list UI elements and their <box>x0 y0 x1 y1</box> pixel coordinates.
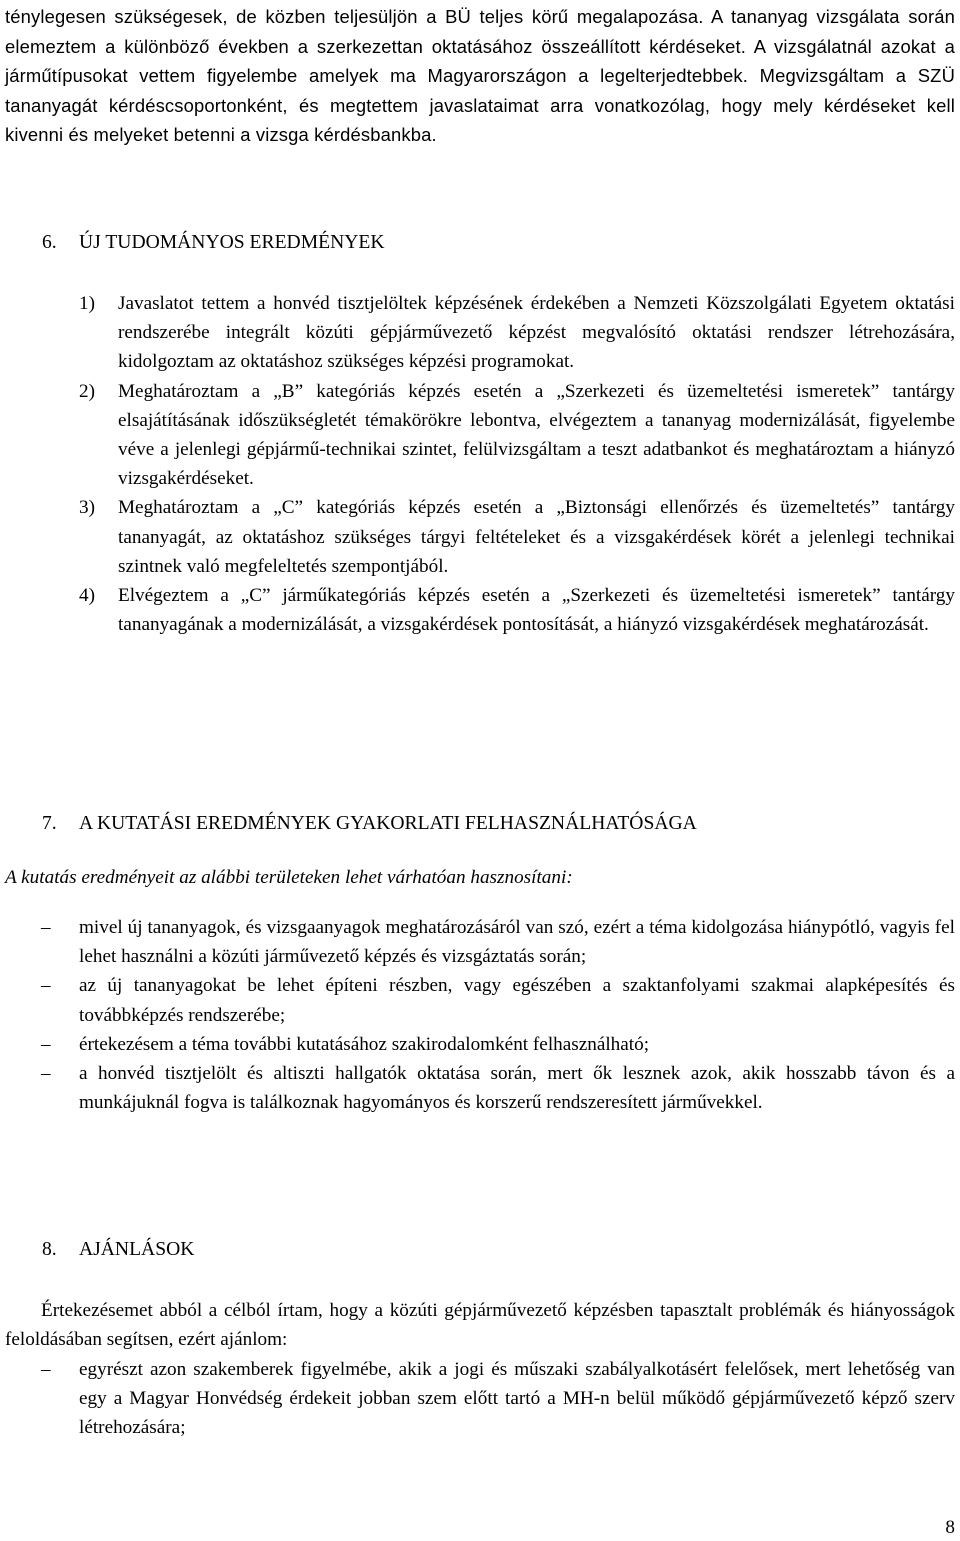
list-item-text: Elvégeztem a „C” járműkategóriás képzés esetén a „Szerkezeti és üzemeltetési ismeretek” tantárgy tananyagának a modernizálását, a vizsgakérdések pontosítását, a hiányzó vizsgakérdések meghatározását. <box>118 585 955 636</box>
section-8-number: 8. <box>42 1239 57 1260</box>
section-6-title: ÚJ TUDOMÁNYOS EREDMÉNYEK <box>79 232 385 253</box>
section-7-lead: A kutatás eredményeit az alábbi területeken lehet várhatóan hasznosítani: <box>5 867 573 888</box>
list-marker: – <box>41 1033 51 1055</box>
list-item <box>79 493 955 581</box>
section-7-title: A KUTATÁSI EREDMÉNYEK GYAKORLATI FELHASZNÁLHATÓSÁGA <box>79 813 697 834</box>
list-item-text: Meghatároztam a „C” kategóriás képzés esetén a „Biztonsági ellenőrzés és üzemeltetés” tantárgy tananyagát, az oktatáshoz szükséges tárgyi feltételeket és a vizsgakérdések körét a jelenlegi technikai szintnek való megfeleltetés szempontjából. <box>118 497 955 577</box>
new-results-list <box>79 289 955 639</box>
list-item-text: Meghatároztam a „B” kategóriás képzés esetén a „Szerkezeti és üzemeltetési ismeretek” tantárgy elsajátításának időszükségletét témakörökre lebontva, elvégeztem a tananyag modernizálását, figyelembe véve a jelenlegi gépjármű-technikai szintet, felülvizsgáltam a teszt adatbankot és meghatároztam a hiányzó vizsgakérdéseket. <box>118 380 955 490</box>
list-item-text: Javaslatot tettem a honvéd tisztjelöltek képzésének érdekében a Nemzeti Közszolgálati Egyetem oktatási rendszerébe integrált közúti gépjárművezető képzést megvalósító oktatási rendszer létrehozására, kidolgoztam az oktatáshoz szükséges képzési programokat. <box>118 293 955 373</box>
list-marker: 4) <box>79 585 95 607</box>
list-marker: – <box>41 917 51 938</box>
list-marker: – <box>41 1063 51 1085</box>
application-areas-list <box>41 913 955 1117</box>
list-item <box>79 581 955 639</box>
page-number: 8 <box>945 1517 955 1538</box>
section-8-title: AJÁNLÁSOK <box>79 1239 195 1260</box>
list-item <box>79 289 955 377</box>
list-item <box>41 971 955 1029</box>
section-7-heading <box>42 813 697 835</box>
list-marker: 1) <box>79 293 95 314</box>
list-item-text: a honvéd tisztjelölt és altiszti hallgatók oktatása során, mert ők lesznek azok, akik hosszabb távon és a munkájuknál fogva is találkoznak hagyományos és korszerű rendszeresített járművekkel. <box>79 1063 955 1114</box>
list-item-text: értekezésem a téma további kutatásához szakirodalomként felhasználható; <box>79 1033 650 1055</box>
list-marker: 3) <box>79 497 95 519</box>
list-marker: – <box>41 975 51 997</box>
list-marker: – <box>41 1359 51 1380</box>
list-item <box>41 1030 955 1059</box>
list-marker: 2) <box>79 380 95 402</box>
section-6-heading <box>42 232 385 254</box>
list-item <box>79 377 955 494</box>
list-item <box>41 1059 955 1117</box>
list-item-text: az új tananyagokat be lehet építeni részben, vagy egészében a szaktanfolyami szakmai alapképesítés és továbbképzés rendszerébe; <box>79 975 955 1026</box>
list-item-text: egyrészt azon szakemberek figyelmébe, akik a jogi és műszaki szabályalkotásért felelősek, mert lehetőség van egy a Magyar Honvédség érdekeit jobban szem előtt tartó a MH-n belül működő gépjárművezető képző szerv létrehozására; <box>79 1359 955 1439</box>
recommendations-list <box>41 1355 955 1443</box>
section-6-number: 6. <box>42 232 57 253</box>
intro-paragraph: ténylegesen szükségesek, de közben teljesüljön a BÜ teljes körű megalapozása. A tananyag vizsgálata során elemeztem a különböző években a szerkezettan oktatásához összeállított kérdéseket. A vizsgálatnál azokat a járműtípusokat vettem figyelembe amelyek ma Magyarországon a legelterjedtebbek. Megvizsgáltam a SZÜ tananyagát kérdéscsoportonként, és megtettem javaslataimat arra vonatkozólag, hogy mely kérdéseket kell kivenni és melyeket betenni a vizsga kérdésbankba. <box>5 6 955 145</box>
section-8-heading <box>42 1239 194 1261</box>
list-item <box>41 1355 955 1443</box>
list-item <box>41 913 955 971</box>
section-7-number: 7. <box>42 813 57 834</box>
section-8-lead: Értekezésemet abból a célból írtam, hogy a közúti gépjárművezető képzésben tapasztalt problémák és hiányosságok feloldásában segítsen, ezért ajánlom: <box>5 1300 955 1351</box>
list-item-text: mivel új tananyagok, és vizsgaanyagok meghatározásáról van szó, ezért a téma kidolgozása hiánypótló, vagyis fel lehet használni a közúti járművezető képzés és vizsgáztatás során; <box>79 917 955 968</box>
